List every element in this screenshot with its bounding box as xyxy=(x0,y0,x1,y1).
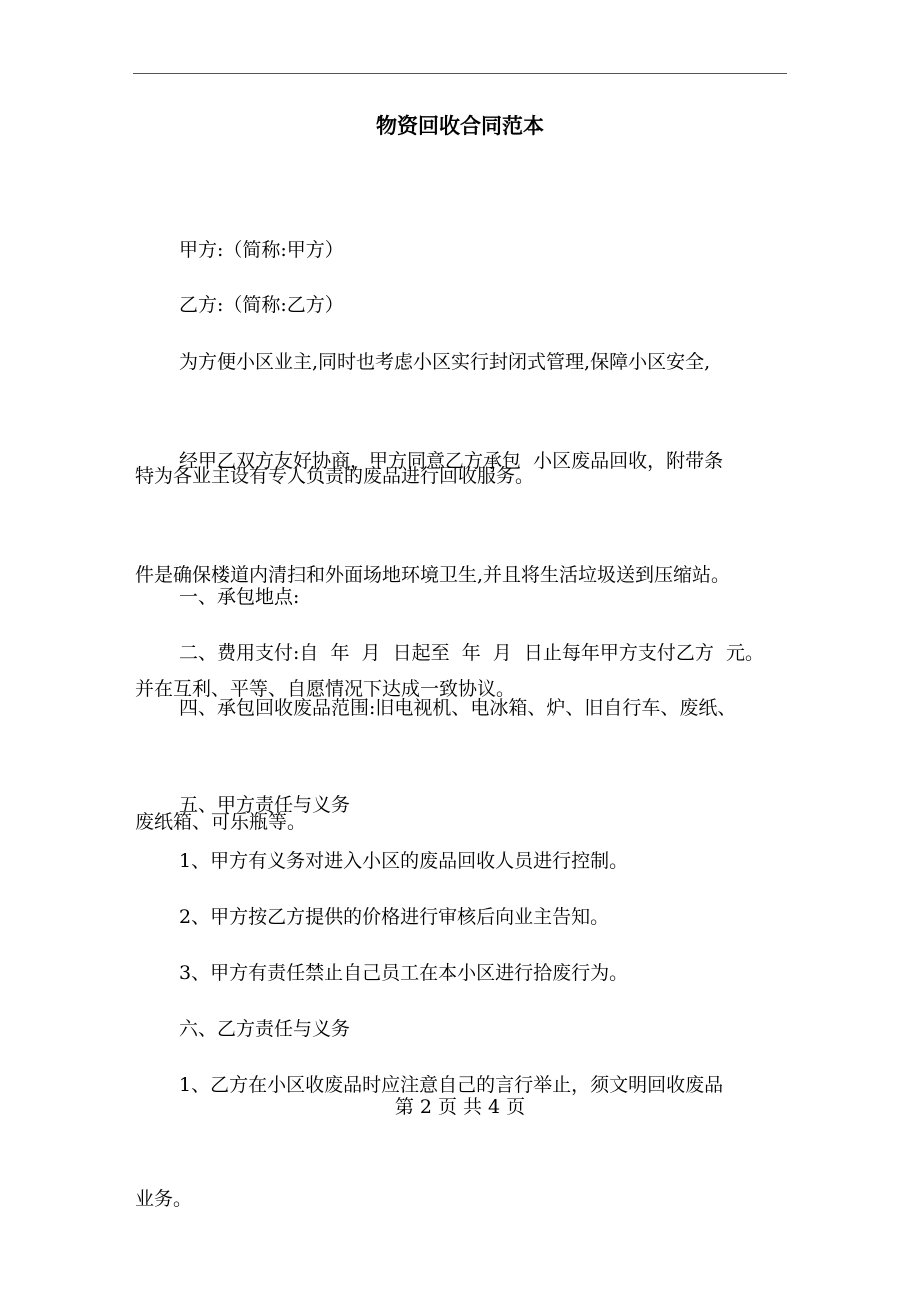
paragraph-line: 并在互利、平等、自愿情况下达成一致协议。 xyxy=(135,678,516,700)
paragraph-line: 六、乙方责任与义务 xyxy=(179,1018,351,1040)
paragraph-line: 业务。 xyxy=(135,1188,193,1210)
paragraph-line: 甲方:（简称:甲方） xyxy=(179,239,344,261)
paragraph-line: 二、费用支付:自 年 月 日起至 年 月 日止每年甲方支付乙方 元。 xyxy=(179,642,764,664)
paragraph-line: 1、甲方有义务对进入小区的废品回收人员进行控制。 xyxy=(179,850,629,872)
paragraph-line: 1、乙方在小区收废品时应注意自己的言行举止，须文明回收废品 xyxy=(179,1074,724,1096)
paragraph-line: 特为各业主设有专人负责的废品进行回收服务。 xyxy=(135,465,535,487)
paragraph-line: 件是确保楼道内清扫和外面场地环境卫生,并且将生活垃圾送到压缩站。 xyxy=(135,564,731,586)
paragraph-line: 经甲乙双方友好协商，甲方同意乙方承包 小区废品回收，附带条 xyxy=(179,450,724,472)
paragraph-line: 乙方:（简称:乙方） xyxy=(179,294,344,316)
paragraph-line: 四、承包回收废品范围:旧电视机、电冰箱、炉、旧自行车、废纸、 xyxy=(179,697,737,719)
page-number-footer: 第 2 页 共 4 页 xyxy=(394,1096,526,1118)
paragraph-line: 废纸箱、可乐瓶等。 xyxy=(135,811,307,833)
paragraph-line: 2、甲方按乙方提供的价格进行审核后向业主告知。 xyxy=(179,906,610,928)
clause-party-b-duty-1 xyxy=(135,990,795,1294)
paragraph-line: 五、甲方责任与义务 xyxy=(179,794,351,816)
header-rule xyxy=(133,73,787,74)
paragraph-line: 为方便小区业主,同时也考虑小区实行封闭式管理,保障小区安全, xyxy=(179,351,711,373)
document-title: 物资回收合同范本 xyxy=(376,113,544,138)
paragraph-line: 3、甲方有责任禁止自己员工在本小区进行拾废行为。 xyxy=(179,962,629,984)
paragraph-line: 一、承包地点: xyxy=(179,586,300,608)
